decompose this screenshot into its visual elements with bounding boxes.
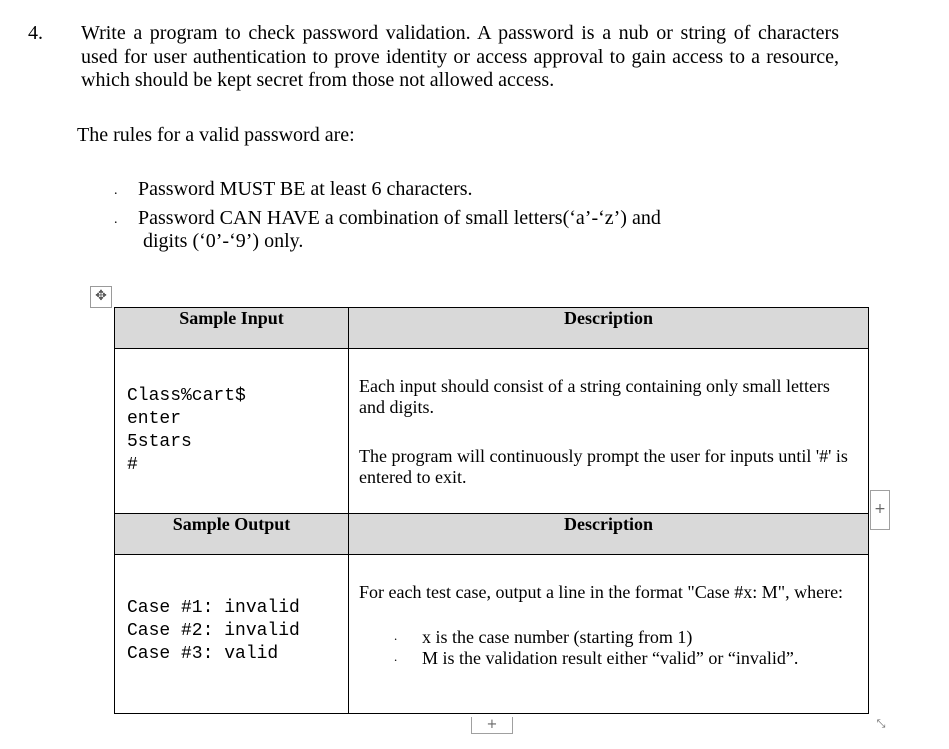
sample-io-table <box>114 307 869 714</box>
input-line: # <box>127 455 138 475</box>
rule-bullet: . <box>114 212 118 227</box>
sample-input-header: Sample Input <box>115 308 349 349</box>
add-column-button[interactable]: + <box>870 490 890 530</box>
output-line: Case #3: valid <box>127 644 279 664</box>
sample-output-cell <box>115 555 349 714</box>
table-header-row <box>115 308 869 349</box>
rule-bullet: . <box>114 183 118 198</box>
table-resize-handle[interactable]: ⤡ <box>876 717 886 730</box>
sample-input-cell <box>115 349 349 514</box>
table-row <box>115 555 869 714</box>
table-row <box>115 349 869 514</box>
output-bullet-text: x is the case number (starting from 1) <box>422 627 693 647</box>
output-description-header: Description <box>349 514 869 555</box>
output-bullet-dot: . <box>394 649 398 664</box>
input-line: Class%cart$ <box>127 386 246 406</box>
output-line: Case #1: invalid <box>127 598 300 618</box>
output-line: Case #2: invalid <box>127 621 300 641</box>
question-number: 4. <box>28 22 43 44</box>
input-description-cell <box>349 349 869 514</box>
question-text: Write a program to check password validation. A password is a nub or string of characters used for user authentication to prove identity or access approval to gain access to a resource, which should be kept secret from those not allowed access. <box>81 22 839 91</box>
table-header-row <box>115 514 869 555</box>
add-row-button[interactable]: + <box>471 717 513 734</box>
output-description-cell <box>349 555 869 714</box>
sample-output-header: Sample Output <box>115 514 349 555</box>
table-move-handle[interactable]: ✥ <box>90 286 112 308</box>
rules-heading: The rules for a valid password are: <box>77 124 355 146</box>
input-line: 5stars <box>127 432 192 452</box>
input-description-header: Description <box>349 308 869 349</box>
rule-item: Password MUST BE at least 6 characters. <box>138 178 473 200</box>
input-description-text: Each input should consist of a string containing only small letters and digits. <box>359 376 830 417</box>
output-bullet-dot: . <box>394 628 398 643</box>
rule-item-continuation: digits (‘0’-‘9’) only. <box>143 230 304 252</box>
input-description-text: The program will continuously prompt the user for inputs until '#' is entered to exit. <box>359 446 848 487</box>
output-bullet-text: M is the validation result either “valid” or “invalid”. <box>422 648 799 668</box>
rule-item: Password CAN HAVE a combination of small letters(‘a’-‘z’) and <box>138 207 661 229</box>
input-line: enter <box>127 409 182 429</box>
output-description-text: For each test case, output a line in the format "Case #x: M", where: <box>359 582 844 602</box>
